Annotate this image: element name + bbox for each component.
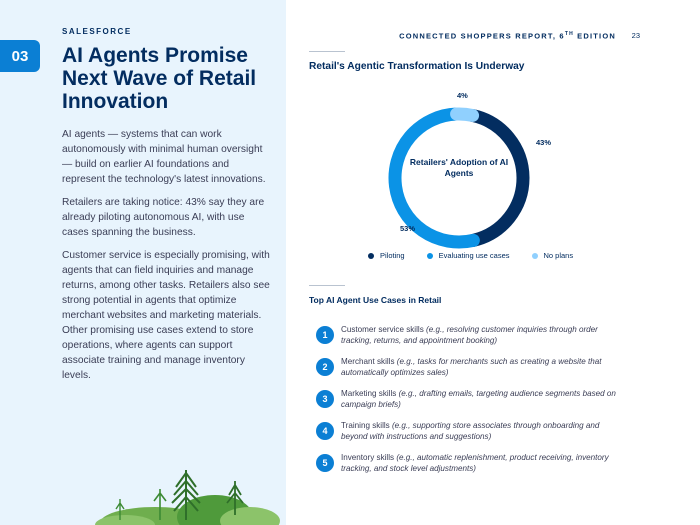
- body-text: [62, 127, 272, 391]
- legend-label: No plans: [543, 251, 574, 260]
- legend-item-no-plans: [532, 251, 574, 260]
- use-case-detail: (e.g., resolving customer inquiries through order tracking, returns, and appointment booking): [341, 325, 598, 345]
- page-number: 23: [631, 31, 640, 40]
- legend-label: Piloting: [380, 251, 405, 260]
- use-cases-list: [316, 324, 626, 484]
- divider: [309, 51, 345, 52]
- list-item: [316, 324, 626, 347]
- list-item-text: [341, 388, 626, 410]
- list-number-badge: 1: [316, 326, 334, 344]
- use-case-detail: (e.g., drafting emails, targeting audience segments based on campaign briefs): [341, 389, 616, 409]
- paragraph: Retailers are taking notice: 43% say they are already piloting autonomous AI, with use cases spanning the business.: [62, 197, 265, 238]
- donut-slice-no-plans: [457, 114, 473, 115]
- list-item: [316, 388, 626, 411]
- brand-label: SALESFORCE: [62, 27, 132, 36]
- donut-value-label-evaluating: 53%: [400, 224, 416, 233]
- list-item: [316, 356, 626, 379]
- use-case-detail: (e.g., tasks for merchants such as creating a website that automatically optimizes sales): [341, 357, 602, 377]
- use-case-label: Training skills: [341, 421, 390, 430]
- list-number-badge: 2: [316, 358, 334, 376]
- legend-item-evaluating: [427, 251, 510, 260]
- list-item: [316, 452, 626, 475]
- paragraph: AI agents — systems that can work autonomously with minimal human oversight — build on earlier AI foundations and represent the technology's latest innovations.: [62, 129, 266, 185]
- report-title: CONNECTED SHOPPERS REPORT, 6TH EDITION: [399, 31, 616, 41]
- trees-illustration: [0, 465, 286, 525]
- use-cases-title: Top AI Agent Use Cases in Retail: [309, 295, 442, 305]
- left-panel: [0, 0, 286, 525]
- list-item: [316, 420, 626, 443]
- list-number-badge: 3: [316, 390, 334, 408]
- legend-swatch: [532, 253, 538, 259]
- legend-label: Evaluating use cases: [438, 251, 510, 260]
- use-case-label: Merchant skills: [341, 357, 395, 366]
- donut-value-label-no-plans: 4%: [457, 91, 468, 100]
- list-item-text: [341, 420, 626, 442]
- use-case-detail: (e.g., supporting store associates through onboarding and beyond with instructions and suggestions): [341, 421, 600, 441]
- use-case-detail: (e.g., automatic replenishment, product receiving, inventory tracking, and stock level adjustments): [341, 453, 609, 473]
- donut-value-label-piloting: 43%: [536, 138, 552, 147]
- list-item-text: [341, 452, 626, 474]
- list-item-text: [341, 324, 626, 346]
- list-number-badge: 4: [316, 422, 334, 440]
- list-number-badge: 5: [316, 454, 334, 472]
- page-headline: AI Agents Promise Next Wave of Retail Innovation: [62, 44, 257, 113]
- use-case-label: Customer service skills: [341, 325, 424, 334]
- legend-swatch: [368, 253, 374, 259]
- legend-item-piloting: [368, 251, 405, 260]
- section-number-badge: 03: [0, 40, 40, 72]
- use-case-label: Marketing skills: [341, 389, 397, 398]
- use-case-label: Inventory skills: [341, 453, 395, 462]
- chart-title: Retail's Agentic Transformation Is Underway: [309, 61, 525, 72]
- divider: [309, 285, 345, 286]
- chart-legend: [368, 251, 595, 260]
- donut-center-label: Retailers' Adoption of AI Agents: [409, 157, 509, 178]
- paragraph: Customer service is especially promising, with agents that can field inquiries and manage returns, among other tasks. Retailers also see strong potential in agents that optimize merchant websites and marketing materials. Other promising use cases extend to store operations, where agents can support associate training and manage inventory levels.: [62, 250, 270, 381]
- legend-swatch: [427, 253, 433, 259]
- list-item-text: [341, 356, 626, 378]
